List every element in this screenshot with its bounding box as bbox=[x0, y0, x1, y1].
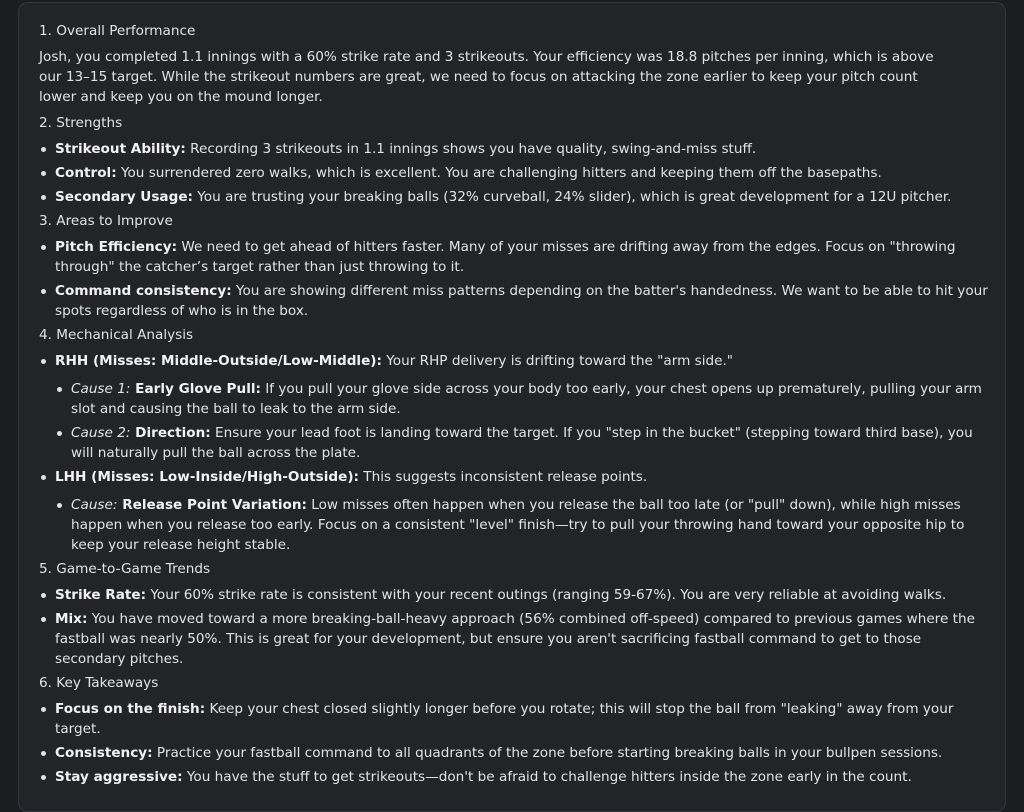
item-label: Consistency: bbox=[55, 745, 153, 761]
item-label: Secondary Usage: bbox=[55, 189, 193, 205]
section-heading-game-trends: 5. Game-to-Game Trends bbox=[39, 561, 211, 577]
section-heading-key-takeaways: 6. Key Takeaways bbox=[39, 675, 159, 691]
item-text: You are trusting your breaking balls (32% curveball, 24% slider), which is great development for a 12U pitcher. bbox=[192, 189, 952, 205]
strengths-list bbox=[39, 139, 989, 207]
item-text: Recording 3 strikeouts in 1.1 innings shows you have quality, swing-and-miss stuff. bbox=[185, 141, 757, 157]
item-label: Control: bbox=[55, 165, 117, 181]
item-text: We need to get ahead of hitters faster. Many of your misses are drifting away from the edges. Focus on "throwing through" the catcher’s target rather than just throwing to it. bbox=[55, 239, 956, 275]
cause-label: Cause: bbox=[71, 497, 118, 513]
item-text: Practice your fastball command to all quadrants of the zone before starting breaking balls in your bullpen sessions. bbox=[152, 745, 943, 761]
section-heading-areas-to-improve: 3. Areas to Improve bbox=[39, 213, 173, 229]
item-label: Early Glove Pull: bbox=[130, 381, 261, 397]
areas-to-improve-list bbox=[39, 237, 989, 321]
list-item bbox=[55, 379, 989, 419]
cause-label: Cause 1: bbox=[71, 381, 131, 397]
item-label: RHH (Misses: Middle-Outside/Low-Middle): bbox=[55, 353, 382, 369]
mechanical-analysis-list bbox=[39, 351, 989, 555]
item-label: Pitch Efficiency: bbox=[55, 239, 178, 255]
item-label: Focus on the finish: bbox=[55, 701, 206, 717]
item-label: Direction: bbox=[130, 425, 211, 441]
list-item bbox=[39, 743, 989, 763]
item-text: This suggests inconsistent release points. bbox=[358, 469, 648, 485]
item-label: Stay aggressive: bbox=[55, 769, 183, 785]
rhh-causes-list bbox=[55, 379, 989, 463]
item-text: If you pull your glove side across your body too early, your chest opens up prematurely, pulling your arm slot and causing the ball to leak to the arm side. bbox=[71, 381, 982, 417]
item-text: You are showing different miss patterns depending on the batter's handedness. We want to be able to hit your spots regardless of who is in the box. bbox=[55, 283, 988, 319]
list-item bbox=[39, 767, 989, 787]
list-item bbox=[55, 495, 989, 555]
list-item bbox=[39, 699, 989, 739]
list-item bbox=[39, 237, 989, 277]
response-card bbox=[18, 2, 1006, 812]
game-trends-list bbox=[39, 585, 989, 669]
list-item bbox=[55, 423, 989, 463]
item-text: Your RHP delivery is drifting toward the "arm side." bbox=[381, 353, 734, 369]
list-item-lhh bbox=[39, 467, 989, 555]
section-heading-mechanical-analysis: 4. Mechanical Analysis bbox=[39, 327, 194, 343]
section-heading-strengths: 2. Strengths bbox=[39, 115, 123, 131]
cause-label: Cause 2: bbox=[71, 425, 131, 441]
item-label: Mix: bbox=[55, 611, 88, 627]
list-item-rhh bbox=[39, 351, 989, 463]
list-item bbox=[39, 187, 989, 207]
item-text: Low misses often happen when you release the ball too late (or "pull" down), while high misses happen when you release too early. Focus on a consistent "level" finish—try to pull your throwing hand toward your opposite hip to keep your release height stable. bbox=[71, 497, 965, 553]
item-label: Command consistency: bbox=[55, 283, 232, 299]
overall-performance-paragraph: Josh, you completed 1.1 innings with a 60% strike rate and 3 strikeouts. Your efficiency was 18.8 pitches per inning, which is above our 13–15 target. While the strikeout numbers are great, we need to focus on attacking the zone earlier to keep your pitch count lower and keep you on the mound longer. bbox=[39, 49, 934, 105]
item-label: Strikeout Ability: bbox=[55, 141, 186, 157]
list-item bbox=[39, 163, 989, 183]
item-text: You have the stuff to get strikeouts—don't be afraid to challenge hitters inside the zone early in the count. bbox=[182, 769, 912, 785]
lhh-causes-list bbox=[55, 495, 989, 555]
key-takeaways-list bbox=[39, 699, 989, 787]
response-content bbox=[39, 21, 989, 791]
list-item bbox=[39, 281, 989, 321]
list-item bbox=[39, 585, 989, 605]
section-heading-overall-performance: 1. Overall Performance bbox=[39, 23, 196, 39]
item-label: LHH (Misses: Low-Inside/High-Outside): bbox=[55, 469, 359, 485]
item-text: You surrendered zero walks, which is excellent. You are challenging hitters and keeping them off the basepaths. bbox=[116, 165, 882, 181]
list-item bbox=[39, 139, 989, 159]
item-text: Keep your chest closed slightly longer before you rotate; this will stop the ball from "leaking" away from your target. bbox=[55, 701, 954, 737]
item-label: Release Point Variation: bbox=[117, 497, 307, 513]
list-item bbox=[39, 609, 989, 669]
item-text: Ensure your lead foot is landing toward the target. If you "step in the bucket" (stepping toward third base), you will naturally pull the ball across the plate. bbox=[71, 425, 973, 461]
item-text: You have moved toward a more breaking-ball-heavy approach (56% combined off-speed) compared to previous games where the fastball was nearly 50%. This is great for your development, but ensure you aren't sacrificing fastball command to get to those secondary pitches. bbox=[55, 611, 975, 667]
item-label: Strike Rate: bbox=[55, 587, 147, 603]
item-text: Your 60% strike rate is consistent with your recent outings (ranging 59-67%). You are very reliable at avoiding walks. bbox=[146, 587, 947, 603]
